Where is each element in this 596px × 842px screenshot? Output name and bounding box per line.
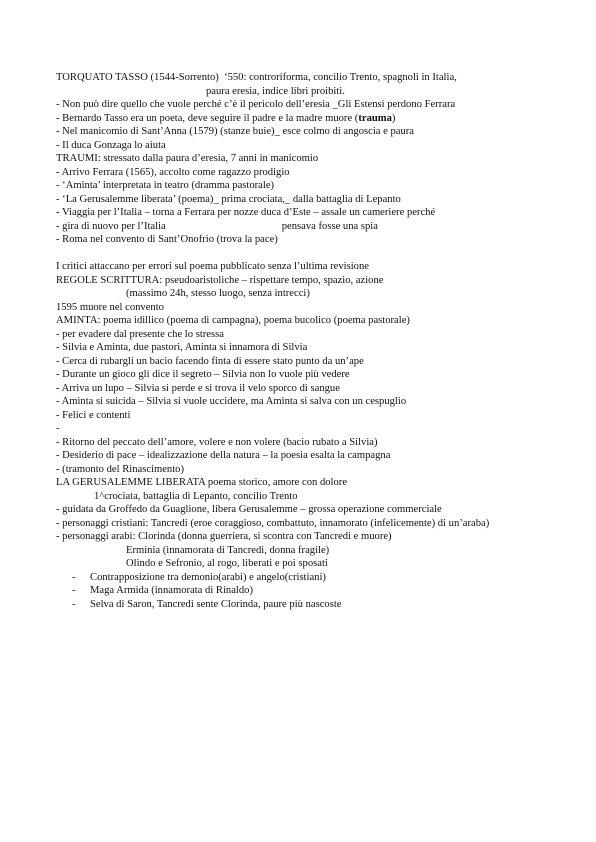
list-item	[56, 584, 556, 598]
text-segment: )	[391, 112, 396, 124]
text-line: - Non può dire quello che vuole perché c’è il pericolo dell’eresia _Gli Estensi perdono Ferrara	[56, 99, 456, 110]
text-line: - ‘La Gerusalemme liberata’ (poema)_ prima crociata,_ dalla battaglia di Lepanto	[56, 193, 401, 205]
text-segment: - Bernardo Tasso era un poeta, deve seguire il padre e la madre muore (	[56, 112, 359, 124]
document-page	[56, 71, 556, 611]
text-line: - Felici e contenti	[56, 409, 131, 421]
text-line	[56, 220, 556, 234]
text-line: - Nel manicomio di Sant’Anna (1579) (stanze buie)_ esce colmo di angoscia e paura	[56, 126, 415, 137]
text-line: 1595 muore nel convento	[56, 301, 164, 313]
list-item-text: Maga Armida (innamorata di Rinaldo)	[90, 585, 253, 596]
list-item	[56, 571, 556, 585]
heading-traumi: TRAUMI: stressato dalla paura d’eresia, 7 anni in manicomio	[56, 153, 319, 164]
bullet-dash: -	[72, 598, 76, 610]
text-line: - Durante un gioco gli dice il segreto – Silvia non lo vuole più vedere	[56, 369, 350, 380]
text-line: Erminia (innamorata di Tancredi, donna fragile)	[126, 544, 330, 556]
heading-gerusalemme-liberata: LA GERUSALEMME LIBERATA poema storico, amore con dolore	[56, 477, 348, 488]
text-line: (massimo 24h, stesso luogo, senza intrecci)	[126, 288, 310, 299]
text-line: - Silvia e Aminta, due pastori, Aminta si innamora di Silvia	[56, 342, 308, 353]
bullet-dash: -	[72, 585, 76, 596]
text-line: paura eresia, indice libri proibiti.	[206, 85, 345, 97]
bullet-dash: -	[72, 571, 76, 583]
text-line: - per evadere dal presente che lo stressa	[56, 328, 224, 340]
heading-torquato-tasso: TORQUATO TASSO (1544-Sorrento) ‘550: controriforma, concilio Trento, spagnoli in Italia,	[56, 72, 457, 83]
text-line: - Roma nel convento di Sant’Onofrio (trova la pace)	[56, 234, 278, 245]
text-segment: pensava fosse una spia	[281, 220, 378, 232]
heading-regole-scrittura: REGOLE SCRITTURA: pseudoaristoliche – rispettare tempo, spazio, azione	[56, 274, 384, 286]
text-line: - Viaggia per l’Italia – torna a Ferrara per nozze duca d’Este – assale un cameriere perché	[56, 207, 436, 218]
text-line: - Aminta si suicida – Silvia si vuole uccidere, ma Aminta si salva con un cespuglio	[56, 396, 407, 407]
text-line: - Arrivo Ferrara (1565), accolto come ragazzo prodigio	[56, 166, 290, 178]
text-line: 1^crociata, battaglia di Lepanto, concilio Trento	[94, 490, 298, 502]
text-line	[56, 112, 556, 126]
text-line: - personaggi cristiani: Tancredi (eroe coraggioso, combattuto, innamorato (infelicemente) di un’araba)	[56, 517, 490, 529]
text-line: - personaggi arabi: Clorinda (donna guerriera, si scontra con Tancredi e muore)	[56, 531, 392, 542]
bold-word-trauma: trauma	[358, 112, 392, 124]
text-line: -	[56, 423, 60, 434]
text-line: - Ritorno del peccato dell’amore, volere e non volere (bacio rubato a Silvia)	[56, 436, 378, 448]
list-item-text: Selva di Saron, Tancredi sente Clorinda, paure più nascoste	[90, 598, 342, 610]
text-line: Olindo e Sefronio, al rogo, liberati e poi sposati	[126, 558, 328, 569]
text-line: - guidata da Groffedo da Guaglione, libera Gerusalemme – grossa operazione commerciale	[56, 504, 442, 515]
text-line: - Il duca Gonzaga lo aiuta	[56, 139, 166, 151]
text-line: - Arriva un lupo – Silvia si perde e si trova il velo sporco di sangue	[56, 382, 340, 394]
blank-line	[56, 247, 556, 261]
text-line: - ‘Aminta’ interpretata in teatro (dramma pastorale)	[56, 180, 275, 191]
list-item-text: Contrapposizione tra demonio(arabi) e angelo(cristiani)	[90, 571, 326, 583]
list-item	[56, 598, 556, 612]
text-line: I critici attaccano per errori sul poema pubblicato senza l’ultima revisione	[56, 261, 369, 272]
heading-aminta: AMINTA: poema idillico (poema di campagna), poema bucolico (poema pastorale)	[56, 315, 410, 326]
text-line: - (tramonto del Rinascimento)	[56, 463, 184, 475]
text-segment: - gira di nuovo per l’Italia	[56, 220, 166, 232]
text-line: - Desiderio di pace – idealizzazione della natura – la poesia esalta la campagna	[56, 450, 391, 461]
text-line: - Cerca di rubargli un bacio facendo finta di essere stato punto da un’ape	[56, 355, 364, 367]
